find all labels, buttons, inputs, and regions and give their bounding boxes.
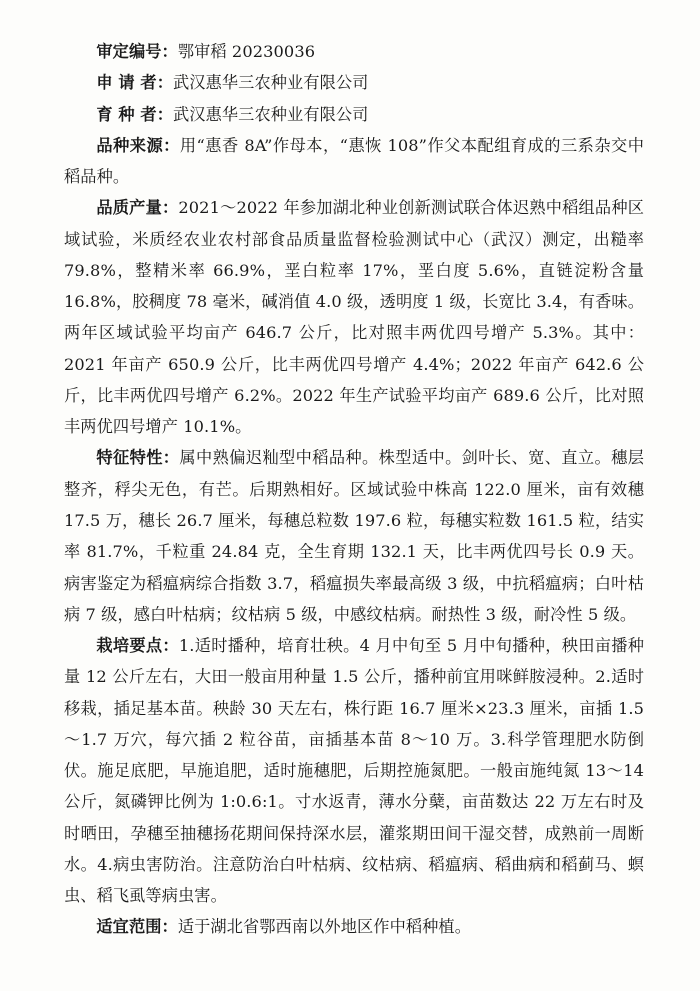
paragraph-variety-source — [64, 130, 644, 193]
field-label-breeder: 育 种 者： — [96, 104, 174, 124]
paragraph-approval-number — [64, 36, 644, 67]
field-value-approval-number: 鄂审稻 20230036 — [177, 42, 316, 61]
paragraph-breeder — [64, 99, 644, 130]
paragraph-characteristics — [64, 442, 644, 630]
field-value-variety-source: 用“惠香 8A”作母本，“惠恢 108”作父本配组育成的三系杂交中稻品种。 — [64, 135, 645, 187]
field-label-characteristics: 特征特性： — [96, 448, 180, 468]
field-label-cultivation-points: 栽培要点： — [96, 636, 179, 656]
field-value-quality-yield: 2021～2022 年参加湖北种业创新测试联合体迟熟中稻组品种区域试验，米质经农业农村部食品质量监督检验测试中心（武汉）测定，出糙率 79.8%，整精米率 66.9%，垩白粒率 17%，垩白度 5.6%，直链淀粉含量 16.8%，胶稠度 78 毫米，碱消值 4.0 级，透明度 1 级，长宽比 3.4，有香味。两年区域试验平均亩产 646.7 公斤，比对照丰两优四号增产 5.3%。其中：2021 年亩产 650.9 公斤，比丰两优四号增产 4.4%；2022 年亩产 642.6 公斤，比丰两优四号增产 6.2%。2022 年生产试验平均亩产 689.6 公斤，比对照丰两优四号增产 10.1%。 — [64, 198, 644, 437]
paragraph-applicant — [64, 67, 644, 98]
field-value-cultivation-points: 1.适时播种，培育壮秧。4 月中旬至 5 月中旬播种，秧田亩播种量 12 公斤左右，大田一般亩用种量 1.5 公斤，播种前宜用咪鲜胺浸种。2.适时移栽，插足基本苗。秧龄 30 天左右，株行距 16.7 厘米×23.3 厘米，亩插 1.5～1.7 万穴，每穴插 2 粒谷苗，亩插基本苗 8～10 万。3.科学管理肥水防倒伏。施足底肥，早施追肥，适时施穗肥，后期控施氮肥。一般亩施纯氮 13～14 公斤，氮磷钾比例为 1:0.6:1。寸水返青，薄水分蘖，亩苗数达 22 万左右时及时晒田，孕穗至抽穗扬花期间保持深水层，灌浆期田间干湿交替，成熟前一周断水。4.病虫害防治。注意防治白叶枯病、纹枯病、稻瘟病、稻曲病和稻蓟马、螟虫、稻飞虱等病虫害。 — [64, 636, 644, 906]
field-label-suitable-area: 适宜范围： — [96, 917, 178, 937]
field-value-characteristics: 属中熟偏迟籼型中稻品种。株型适中。剑叶长、宽、直立。穗层整齐，稃尖无色，有芒。后期熟相好。区域试验中株高 122.0 厘米，亩有效穗 17.5 万，穗长 26.7 厘米，每穗总粒数 197.6 粒，每穗实粒数 161.5 粒，结实率 81.7%，千粒重 24.84 克，全生育期 132.1 天，比丰两优四号长 0.9 天。病害鉴定为稻瘟病综合指数 3.7，稻瘟损失率最高级 3 级，中抗稻瘟病；白叶枯病 7 级，感白叶枯病；纹枯病 5 级，中感纹枯病。耐热性 3 级，耐冷性 5 级。 — [64, 448, 644, 624]
paragraph-cultivation-points — [64, 630, 644, 911]
field-label-applicant: 申 请 者： — [96, 73, 174, 93]
document-body — [64, 36, 644, 943]
field-label-quality-yield: 品质产量： — [96, 198, 179, 218]
paragraph-quality-yield — [64, 192, 644, 442]
field-value-suitable-area: 适于湖北省鄂西南以外地区作中稻种植。 — [177, 917, 472, 937]
field-label-variety-source: 品种来源： — [96, 135, 180, 155]
field-value-applicant: 武汉惠华三农种业有限公司 — [173, 73, 369, 93]
field-label-approval-number: 审定编号： — [96, 42, 178, 61]
paragraph-suitable-area — [64, 911, 644, 942]
field-value-breeder: 武汉惠华三农种业有限公司 — [173, 104, 369, 124]
